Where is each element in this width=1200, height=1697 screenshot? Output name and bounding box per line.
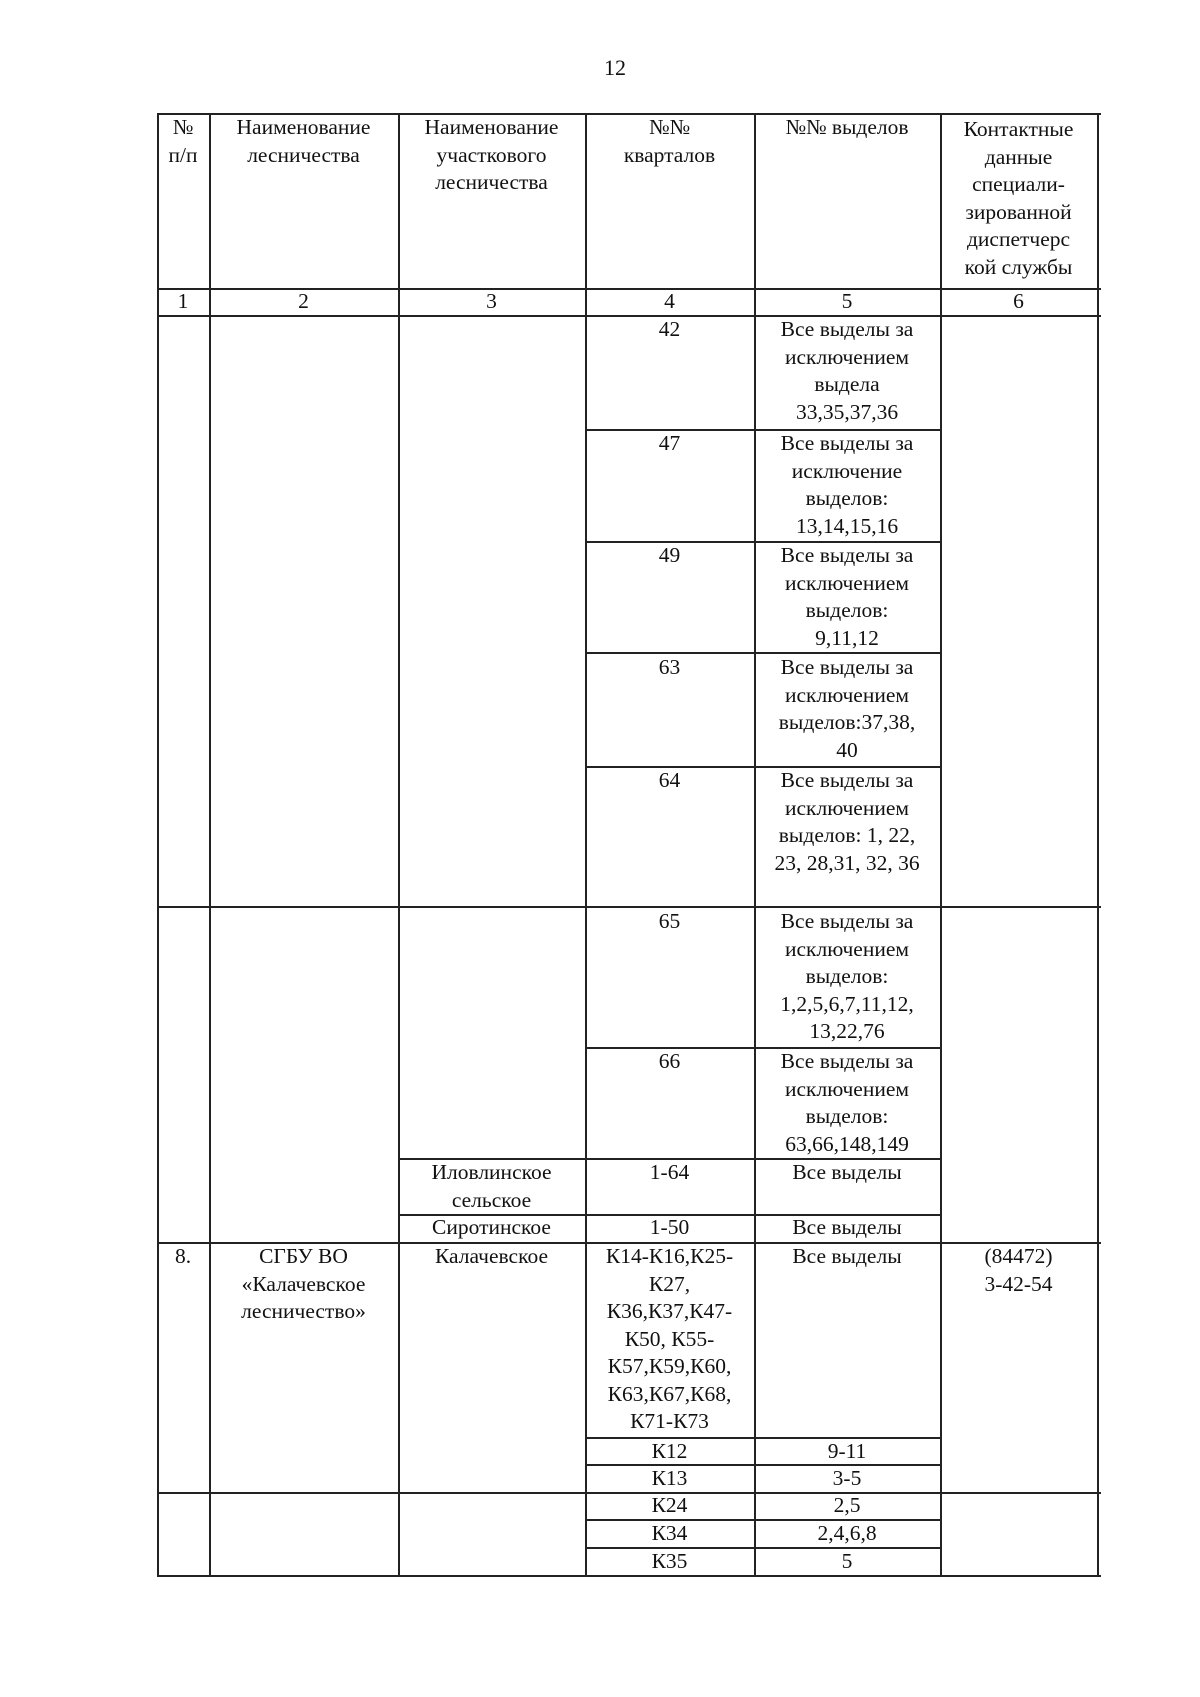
quarter-k34: К34 xyxy=(651,1521,688,1545)
plots-47: Все выделы за исключение выделов: 13,14,15,16 xyxy=(780,431,914,538)
quarter-ilovlinskoe: 1-64 xyxy=(649,1160,690,1184)
plots-k34: 2,4,6,8 xyxy=(817,1521,877,1545)
col-number-6: 6 xyxy=(1013,289,1024,313)
header-col4: №№ кварталов xyxy=(623,115,716,167)
quarter-sirotinskoe: 1-50 xyxy=(649,1215,690,1239)
plots-kalachevskoe: Все выделы xyxy=(792,1244,902,1268)
plots-k35: 5 xyxy=(841,1549,853,1573)
plots-42: Все выделы за исключением выдела 33,35,37,36 xyxy=(780,317,914,424)
plots-64: Все выделы за исключением выделов: 1, 22, 23, 28,31, 32, 36 xyxy=(774,768,920,875)
col-number-1: 1 xyxy=(177,289,189,313)
plots-65: Все выделы за исключением выделов: 1,2,5,6,7,11,12, 13,22,76 xyxy=(780,909,914,1043)
quarter-k13: К13 xyxy=(651,1466,688,1490)
page-number: 12 xyxy=(604,55,626,80)
quarter-k12: К12 xyxy=(651,1439,688,1463)
quarter-63: 63 xyxy=(658,655,681,679)
plots-sirotinskoe: Все выделы xyxy=(792,1215,902,1239)
quarter-65: 65 xyxy=(658,909,681,933)
quarter-64: 64 xyxy=(658,768,681,792)
quarters-kalachevskoe: К14-К16,К25- К27, К36,К37,К47- К50, К55- К57,К59,К60, К63,К67,К68, К71-К73 xyxy=(605,1244,734,1433)
plots-49: Все выделы за исключением выделов: 9,11,12 xyxy=(780,543,914,650)
plots-63: Все выделы за исключением выделов:37,38, 40 xyxy=(778,655,916,762)
header-col2: Наименование лесничества xyxy=(236,115,371,167)
col-number-3: 3 xyxy=(486,289,497,313)
quarter-42: 42 xyxy=(658,317,681,341)
district-sirotinskoe: Сиротинское xyxy=(432,1215,551,1239)
plots-k24: 2,5 xyxy=(833,1493,861,1517)
col-number-2: 2 xyxy=(298,289,309,313)
contact-kalachevskoe: (84472) 3-42-54 xyxy=(984,1244,1053,1296)
header-col3: Наименование участкового лесничества xyxy=(424,115,559,194)
header-col6: Контактные данные специали- зированной диспетчерс кой службы xyxy=(963,117,1074,279)
col-number-5: 5 xyxy=(841,289,853,313)
header-col5: №№ выделов xyxy=(785,115,909,139)
plots-66: Все выделы за исключением выделов: 63,66,148,149 xyxy=(780,1049,914,1156)
plots-ilovlinskoe: Все выделы xyxy=(792,1160,902,1184)
plots-k13: 3-5 xyxy=(832,1466,862,1490)
header-col1: № п/п xyxy=(168,115,198,167)
quarter-k24: К24 xyxy=(651,1493,688,1517)
forestry-kalachevskoe: СГБУ ВО «Калачевское лесничество» xyxy=(241,1244,366,1323)
district-ilovlinskoe: Иловлинское сельское xyxy=(431,1160,552,1212)
plots-k12: 9-11 xyxy=(827,1439,867,1463)
quarter-49: 49 xyxy=(658,543,681,567)
quarter-47: 47 xyxy=(658,431,681,455)
district-kalachevskoe: Калачевское xyxy=(434,1244,549,1268)
quarter-66: 66 xyxy=(658,1049,681,1073)
col-number-4: 4 xyxy=(664,289,675,313)
quarter-k35: К35 xyxy=(651,1549,688,1573)
row-number-8: 8. xyxy=(174,1244,192,1268)
